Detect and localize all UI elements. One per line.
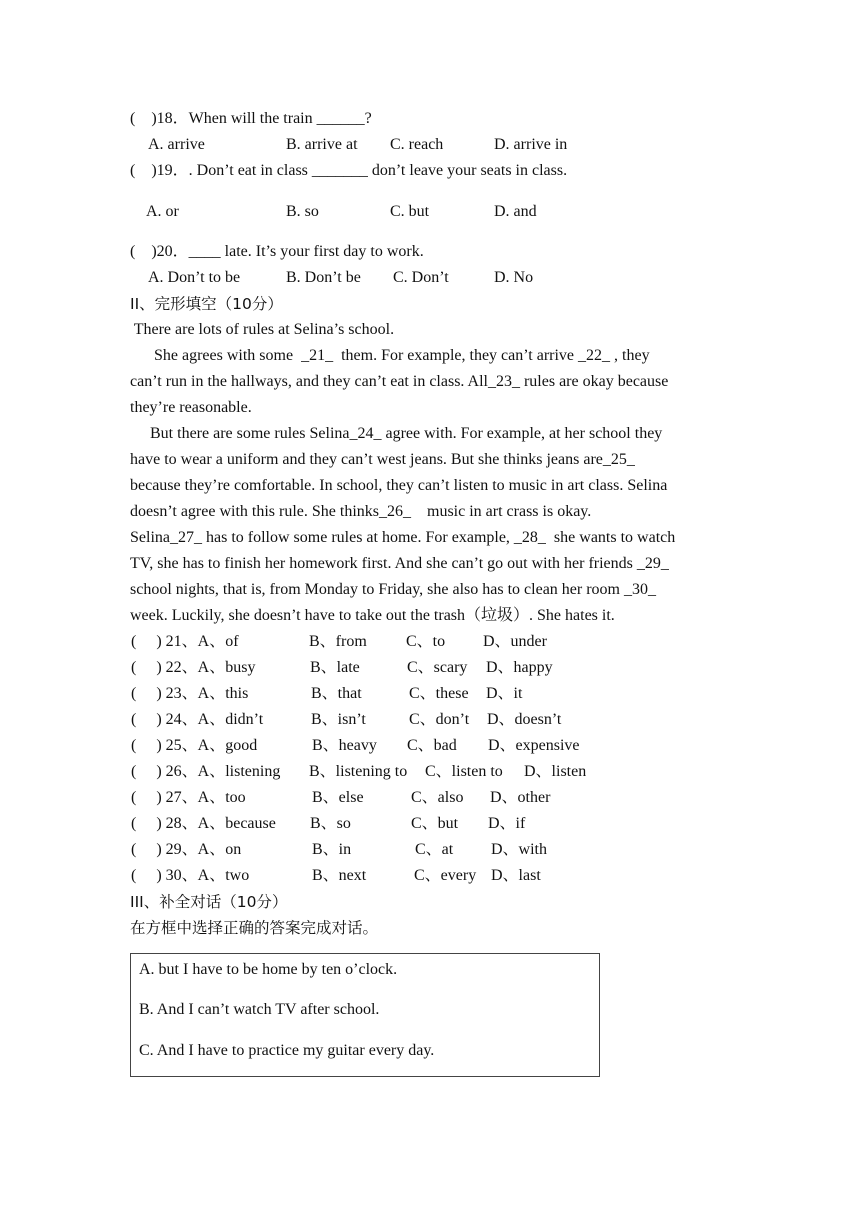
q18-option-c: C. reach	[390, 136, 444, 153]
cloze-question-28: ( ) 28、A、because	[131, 815, 276, 832]
cloze-question-23: ( ) 23、A、this	[131, 685, 249, 702]
cloze-option-b: B、isn’t	[311, 711, 366, 728]
cloze-option-d: D、other	[490, 789, 551, 806]
cloze-option-d: D、listen	[524, 763, 587, 780]
cloze-option-d: D、last	[491, 867, 541, 884]
cloze-question-22: ( ) 22、A、busy	[131, 659, 256, 676]
passage-line: But there are some rules Selina_24_ agree with. For example, at her school they	[130, 425, 663, 442]
question-20-stem: ( )20．____ late. It’s your first day to work.	[130, 243, 424, 260]
q19-option-a: A. or	[146, 203, 179, 220]
cloze-option-d: D、it	[486, 685, 523, 702]
cloze-option-b: B、late	[310, 659, 360, 676]
q20-option-c: C. Don’t	[393, 269, 449, 286]
cloze-question-26: ( ) 26、A、listening	[131, 763, 281, 780]
question-19-stem: ( )19．. Don’t eat in class _______ don’t leave your seats in class.	[130, 162, 568, 179]
choice-c: C. And I have to practice my guitar every day.	[139, 1042, 435, 1059]
passage-line: doesn’t agree with this rule. She thinks_26_ music in art crass is okay.	[130, 503, 592, 520]
cloze-question-30: ( ) 30、A、two	[131, 867, 250, 884]
cloze-question-24: ( ) 24、A、didn’t	[131, 711, 264, 728]
q18-option-b: B. arrive at	[286, 136, 358, 153]
cloze-option-d: D、doesn’t	[487, 711, 562, 728]
cloze-option-b: B、heavy	[312, 737, 377, 754]
cloze-question-21: ( ) 21、A、of	[131, 633, 239, 650]
q20-option-a: A. Don’t to be	[148, 269, 241, 286]
cloze-option-c: C、also	[411, 789, 464, 806]
section-3-heading: III、补全对话（10分）	[130, 893, 288, 911]
passage-line: they’re reasonable.	[130, 399, 252, 416]
cloze-option-b: B、next	[312, 867, 367, 884]
cloze-option-b: B、in	[312, 841, 352, 858]
cloze-option-d: D、happy	[486, 659, 553, 676]
cloze-option-c: C、to	[406, 633, 446, 650]
cloze-option-d: D、under	[483, 633, 547, 650]
cloze-option-c: C、don’t	[409, 711, 470, 728]
cloze-option-b: B、listening to	[309, 763, 408, 780]
q18-option-a: A. arrive	[148, 136, 205, 153]
cloze-question-29: ( ) 29、A、on	[131, 841, 242, 858]
cloze-option-b: B、so	[310, 815, 351, 832]
section-3-instruction: 在方框中选择正确的答案完成对话。	[130, 919, 379, 937]
q18-option-d: D. arrive in	[494, 136, 568, 153]
cloze-option-d: D、expensive	[488, 737, 580, 754]
cloze-option-c: C、scary	[407, 659, 468, 676]
q19-option-c: C. but	[390, 203, 430, 220]
cloze-option-b: B、from	[309, 633, 367, 650]
cloze-option-c: C、every	[414, 867, 477, 884]
passage-line: There are lots of rules at Selina’s school.	[130, 321, 395, 338]
answer-choices-box	[130, 953, 600, 1077]
choice-b: B. And I can’t watch TV after school.	[139, 1001, 380, 1018]
q19-option-d: D. and	[494, 203, 537, 220]
cloze-question-27: ( ) 27、A、too	[131, 789, 246, 806]
passage-line: week. Luckily, she doesn’t have to take out the trash（垃圾）. She hates it.	[130, 607, 615, 624]
question-18-stem: ( )18．When will the train ______?	[130, 110, 372, 127]
q19-option-b: B. so	[286, 203, 319, 220]
cloze-option-c: C、at	[415, 841, 454, 858]
cloze-option-d: D、with	[491, 841, 548, 858]
choice-a: A. but I have to be home by ten o’clock.	[139, 961, 398, 978]
section-2-heading: II、完形填空（10分）	[130, 295, 283, 313]
passage-line: Selina_27_ has to follow some rules at home. For example, _28_ she wants to watch	[130, 529, 676, 546]
cloze-option-d: D、if	[488, 815, 526, 832]
cloze-option-c: C、listen to	[425, 763, 503, 780]
passage-line: school nights, that is, from Monday to Friday, she also has to clean her room _30_	[130, 581, 656, 598]
cloze-option-c: C、but	[411, 815, 459, 832]
passage-line: can’t run in the hallways, and they can’t eat in class. All_23_ rules are okay because	[130, 373, 669, 390]
cloze-option-c: C、these	[409, 685, 469, 702]
passage-line: have to wear a uniform and they can’t west jeans. But she thinks jeans are_25_	[130, 451, 635, 468]
cloze-option-b: B、else	[312, 789, 364, 806]
passage-line: TV, she has to finish her homework first. And she can’t go out with her friends _29_	[130, 555, 669, 572]
cloze-option-c: C、bad	[407, 737, 457, 754]
q20-option-d: D. No	[494, 269, 534, 286]
cloze-question-25: ( ) 25、A、good	[131, 737, 258, 754]
passage-line: because they’re comfortable. In school, they can’t listen to music in art class. Selina	[130, 477, 668, 494]
q20-option-b: B. Don’t be	[286, 269, 361, 286]
cloze-option-b: B、that	[311, 685, 362, 702]
passage-line: She agrees with some _21_ them. For example, they can’t arrive _22_ , they	[130, 347, 650, 364]
